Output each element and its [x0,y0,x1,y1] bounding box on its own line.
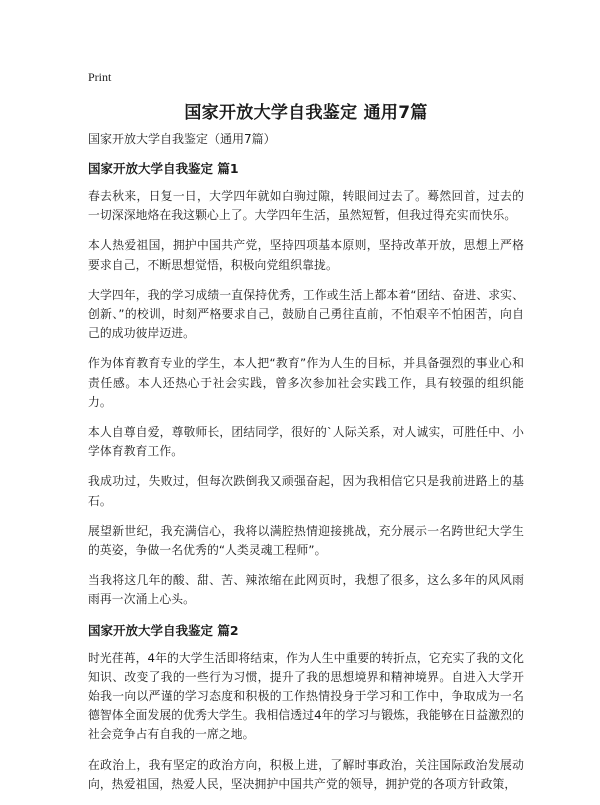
section-heading: 国家开放大学自我鉴定 篇2 [88,622,239,638]
paragraph: 展望新世纪，我充满信心，我将以满腔热情迎接挑战，充分展示一名跨世纪大学生的英姿，争做一名优秀的“人类灵魂工程师”。 [88,523,524,558]
document-body [88,130,524,805]
paragraph: 我成功过，失败过，但每次跌倒我又顽强奋起，因为我相信它只是我前进路上的基石。 [88,474,524,508]
document-subtitle: 国家开放大学自我鉴定（通用7篇） [88,132,276,146]
section-1 [88,159,524,610]
paragraph: 作为体育教育专业的学生，本人把“教育”作为人生的目标，并具备强烈的事业心和责任感。本人还热心于社会实践，曾多次参加社会实践工作，具有较强的组织能力。 [88,356,524,409]
section-2 [88,621,524,794]
page-title: 国家开放大学自我鉴定 通用7篇 [184,103,428,123]
paragraph: 本人热爱祖国，拥护中国共产党，坚持四项基本原则，坚持改革开放，思想上严格要求自己，不断思想觉悟，积极向党组织靠拢。 [88,238,524,272]
paragraph: 大学四年，我的学习成绩一直保持优秀，工作或生活上都本着“团结、奋进、求实、创新、”的校训，时刻严格要求自己，鼓励自己勇往直前，不怕艰辛不怕困苦，向自己的成功彼岸迈进。 [88,287,524,341]
paragraph: 当我将这几年的酸、甜、苦、辣浓缩在此网页时，我想了很多，这么多年的风风雨雨再一次涌上心头。 [88,573,524,607]
paragraph: 时光荏苒，4年的大学生活即将结束，作为人生中重要的转折点，它充实了我的文化知识、改变了我的一些行为习惯，提升了我的思想境界和精神境界。自进入大学开始我一向以严谨的学习态度和积极的工作热情投身于学习和工作中，争取成为一名德智体全面发展的优秀大学生。我相信透过4年的学习与锻炼，我能够在日益激烈的社会竞争占有自我的一席之地。 [88,650,524,742]
paragraph: 在政治上，我有坚定的政治方向，积极上进，了解时事政治，关注国际政治发展动向，热爱祖国，热爱人民，坚决拥护中国共产党的领导，拥护党的各项方针政策， [88,757,524,791]
paragraph: 春去秋来，日复一日，大学四年就如白驹过隙，转眼间过去了。蓦然回首，过去的一切深深地烙在我这颗心上了。大学四年生活，虽然短暂，但我过得充实而快乐。 [88,189,524,223]
section-heading: 国家开放大学自我鉴定 篇1 [88,161,239,176]
paragraph: 本人自尊自爱，尊敬师长，团结同学，很好的`人际关系，对人诚实，可胜任中、小学体育教育工作。 [88,425,524,459]
print-label[interactable]: Print [88,70,112,84]
